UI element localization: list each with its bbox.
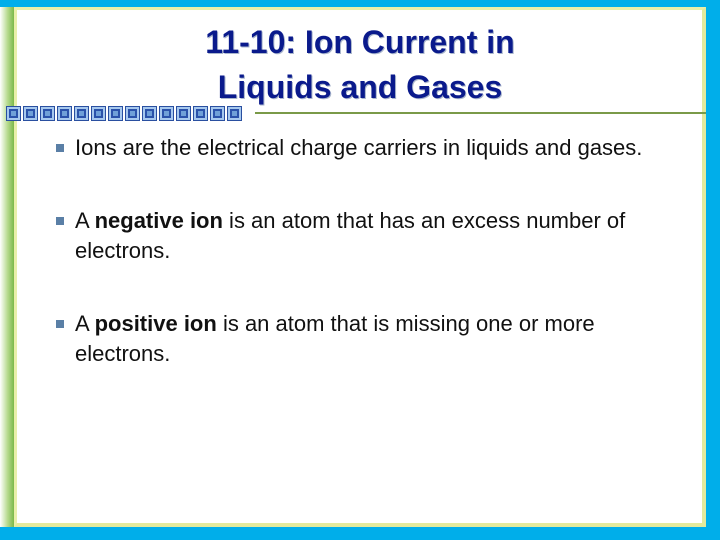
decor-square: [210, 106, 225, 121]
bullet-item: [56, 206, 688, 266]
decor-square: [176, 106, 191, 121]
decorative-squares-row: [6, 106, 244, 126]
bullet-term-negative-ion: negative ion: [94, 208, 223, 233]
decor-square: [40, 106, 55, 121]
decor-square: [57, 106, 72, 121]
bullet-prefix: A: [75, 208, 95, 233]
bullet-item: [56, 133, 688, 163]
title-line-1: 11-10: Ion Current in: [205, 24, 515, 60]
bullet-term-positive-ion: positive ion: [94, 311, 217, 336]
frame-top-border: [0, 0, 720, 7]
title-divider-line: [255, 112, 706, 114]
bullet-suffix: is an atom that is missing one or more electrons.: [75, 311, 595, 366]
decor-square: [193, 106, 208, 121]
decor-square: [91, 106, 106, 121]
bullet-list: [56, 133, 688, 412]
decor-square: [108, 106, 123, 121]
square-bullet-icon: [56, 144, 64, 152]
bullet-prefix: A: [75, 311, 95, 336]
bullet-suffix: is an atom that has an excess number of electrons.: [75, 208, 626, 263]
decor-square: [159, 106, 174, 121]
decor-square: [23, 106, 38, 121]
bullet-text: Ions are the electrical charge carriers in liquids and gases.: [75, 135, 643, 160]
square-bullet-icon: [56, 217, 64, 225]
bullet-item: [56, 309, 688, 369]
decor-square: [125, 106, 140, 121]
title-line-2: Liquids and Gases: [217, 69, 503, 105]
slide-title: [0, 20, 720, 110]
decor-square: [227, 106, 242, 121]
square-bullet-icon: [56, 320, 64, 328]
decor-square: [6, 106, 21, 121]
decor-square: [142, 106, 157, 121]
decor-square: [74, 106, 89, 121]
frame-bottom-border: [0, 527, 720, 540]
